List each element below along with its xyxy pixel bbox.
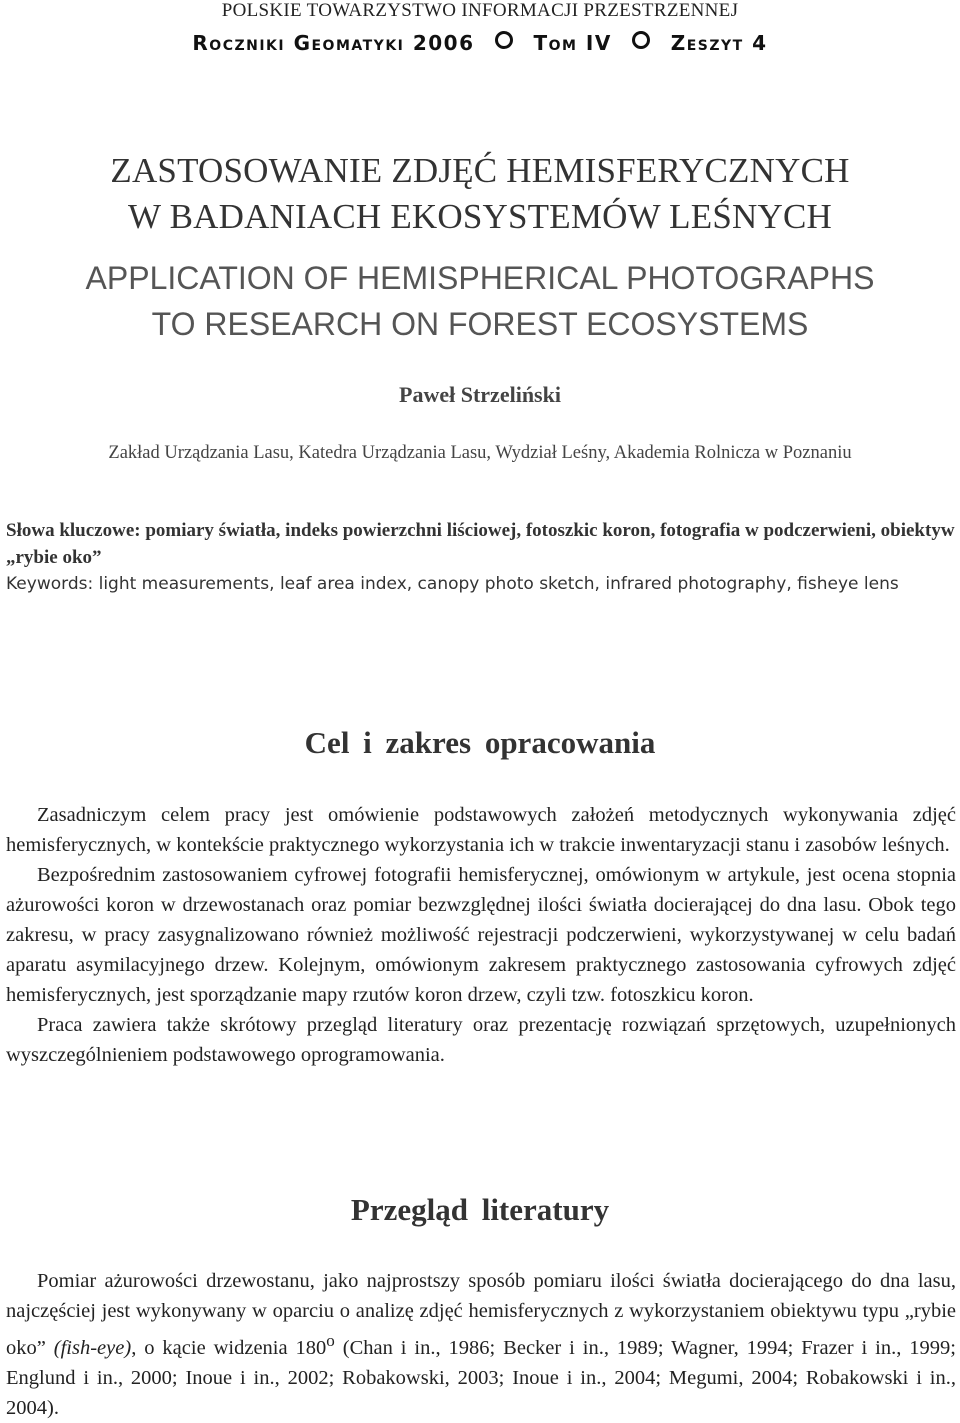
title-polish <box>0 148 960 240</box>
society-header: POLSKIE TOWARZYSTWO INFORMACJI PRZESTRZENNEJ <box>221 0 739 21</box>
italic-term: (fish-eye) <box>53 1336 132 1359</box>
paragraph: Bezpośrednim zastosowaniem cyfrowej fotografii hemisferycznej, omówionym w artykule, jest ocena stopnia ażurowości koron w drzewostanach oraz pomiar bezwzględnej ilości światła docierającej do dna lasu. Obok tego zakresu, w pracy zasygnalizowano również możliwość rejestracji podczerwieni, wykorzystywanej w celu badań aparatu asymilacyjnego drzew. Kolejnym, omówionym zakresem praktycznego zastosowania cyfrowych zdjęć hemisferycznych, jest sporządzanie mapy rzutów koron drzew, czyli tzw. fotoszkicu koron. <box>6 864 956 1006</box>
section-aims-body <box>6 800 956 1070</box>
issue-label: Zeszyt 4 <box>670 31 768 55</box>
circle-separator-icon <box>495 31 513 49</box>
title-polish-line: W BADANIACH EKOSYSTEMÓW LEŚNYCH <box>128 197 832 236</box>
title-english-line: TO RESEARCH ON FOREST ECOSYSTEMS <box>151 306 809 342</box>
volume-label: Tom IV <box>533 31 612 55</box>
journal-header <box>0 30 960 56</box>
keywords-polish: Słowa kluczowe: pomiary światła, indeks powierzchni liściowej, fotoszkic koron, fotografia w podczerwieni, obiektyw „rybie oko” <box>6 520 955 568</box>
keywords-english: Keywords: light measurements, leaf area index, canopy photo sketch, infrared photography, fisheye lens <box>6 574 899 594</box>
paragraph-text: , o kącie widzenia 180 <box>131 1336 327 1359</box>
title-polish-line: ZASTOSOWANIE ZDJĘĆ HEMISFERYCZNYCH <box>110 151 850 190</box>
title-english-line: APPLICATION OF HEMISPHERICAL PHOTOGRAPHS <box>85 260 875 296</box>
section-heading-aims: Cel i zakres opracowania <box>304 725 656 760</box>
paragraph-text: Pomiar ażurowości drzewostanu, jako najprostszy sposób pomiaru ilości światła docierającego do dna lasu, najczęściej jest wykonywany w oparciu o analizę zdjęć hemisferycznych z wykorzystaniem obiektywu typu „rybie oko” <box>6 1270 956 1359</box>
section-literature-body <box>6 1266 956 1423</box>
journal-name: Roczniki Geomatyki 2006 <box>192 31 475 55</box>
circle-separator-icon <box>632 31 650 49</box>
section-heading-literature: Przegląd literatury <box>350 1192 610 1227</box>
degree-superscript: o <box>326 1331 335 1350</box>
paragraph: Zasadniczym celem pracy jest omówienie podstawowych założeń metodycznych wykonywania zdjęć hemisferycznych, w kontekście praktycznego wykorzystania ich w trakcie inwentaryzacji stanu i zasobów leśnych. <box>6 804 956 856</box>
title-english <box>0 255 960 347</box>
paragraph <box>6 1266 956 1423</box>
author-name: Paweł Strzeliński <box>399 382 561 407</box>
paragraph: Praca zawiera także skrótowy przegląd literatury oraz prezentację rozwiązań sprzętowych, uzupełnionych wyszczególnieniem podstawowego oprogramowania. <box>6 1014 956 1066</box>
author-affiliation: Zakład Urządzania Lasu, Katedra Urządzania Lasu, Wydział Leśny, Akademia Rolnicza w Poznaniu <box>108 443 852 463</box>
paragraph-text: (Chan i in., 1986; Becker i in., 1989; Wagner, 1994; Frazer i in., 1999; Englund i in., 2000; Inoue i in., 2002; Robakowski, 2003; Inoue i in., 2004; Megumi, 2004; Robakowski i in., 2004). <box>6 1336 956 1419</box>
